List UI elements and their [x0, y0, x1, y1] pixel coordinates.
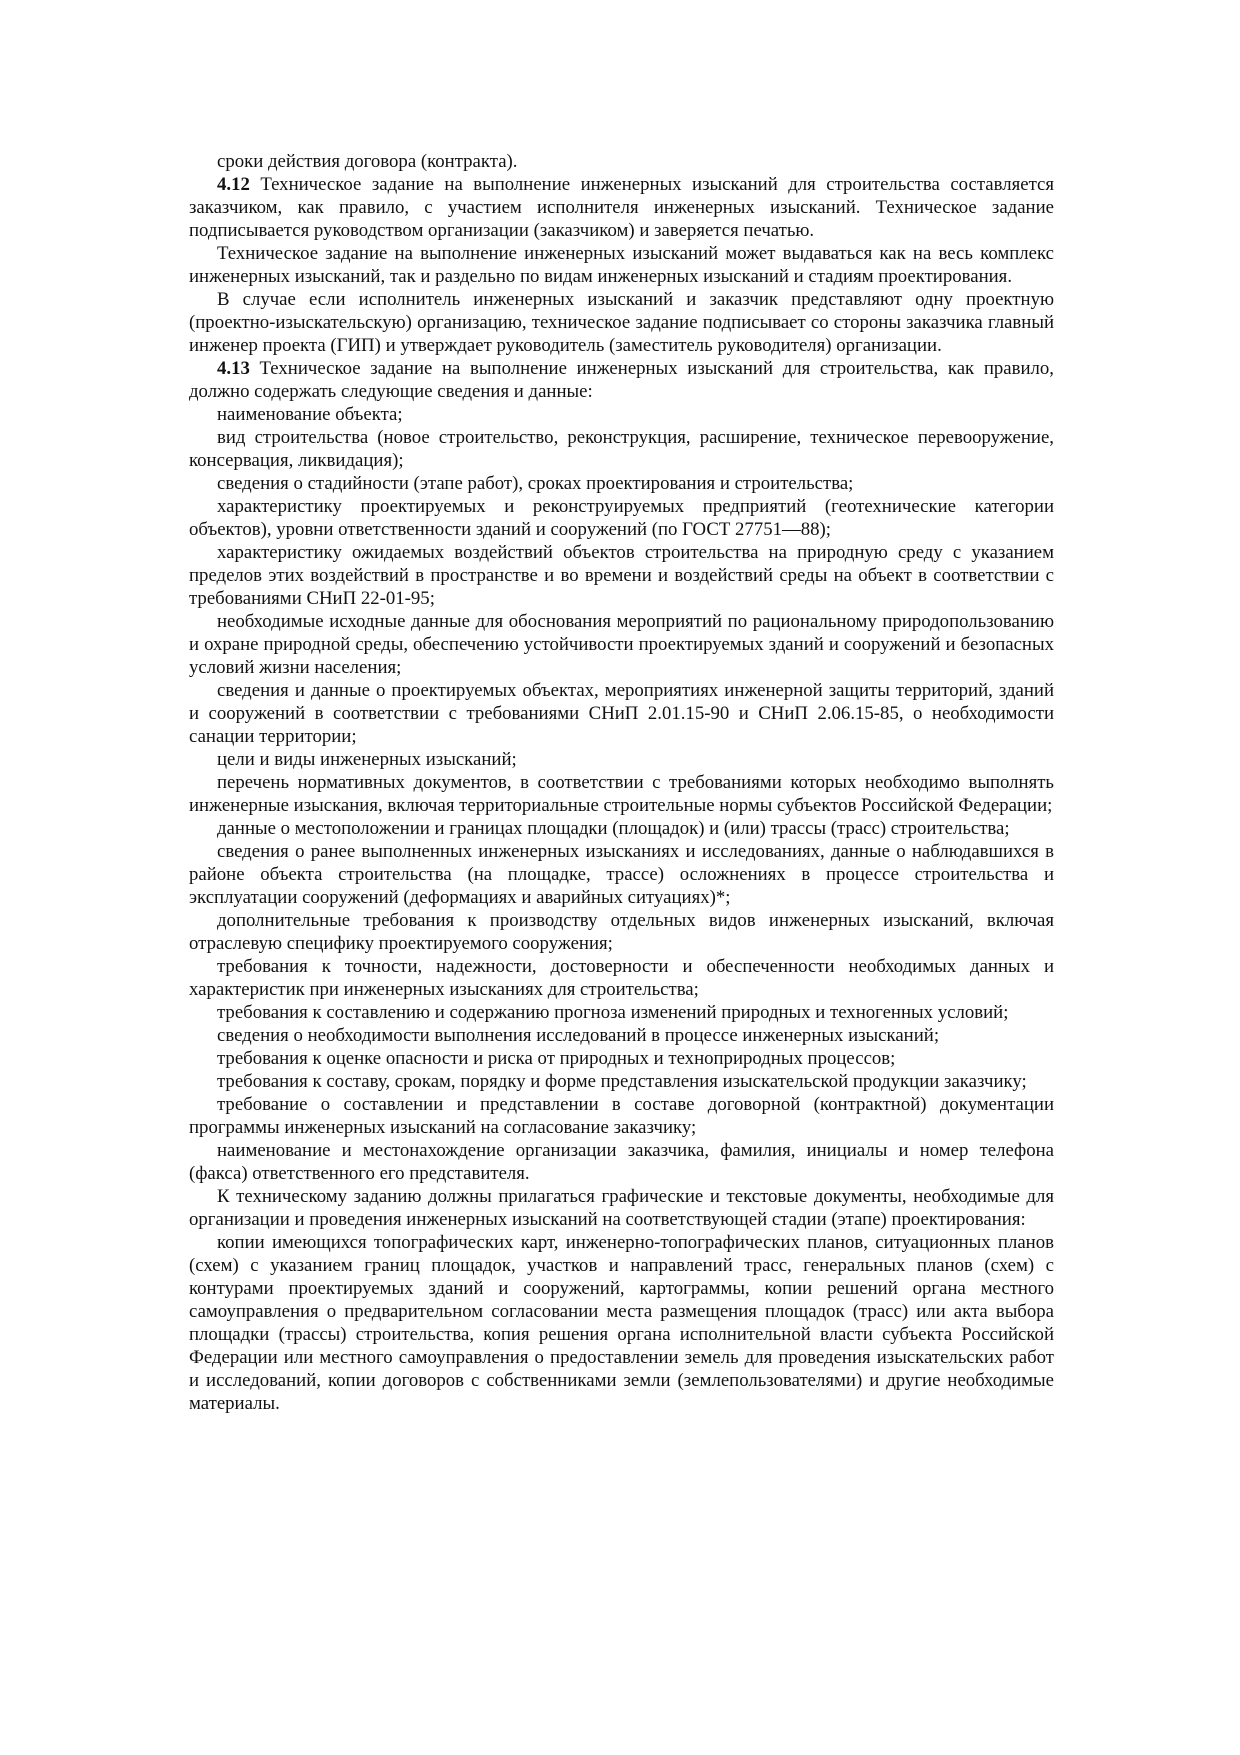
paragraph-text: характеристику ожидаемых воздействий объектов строительства на природную среду с указанием пределов этих воздействий в пространстве и во времени и воздействий среды на объект в соответствии с требованиями СНиП 22-01-95;: [189, 542, 1054, 609]
document-paragraph: [189, 1001, 1054, 1024]
paragraph-text: дополнительные требования к производству отдельных видов инженерных изысканий, включая отраслевую специфику проектируемого сооружения;: [189, 910, 1054, 954]
document-paragraph: [189, 1093, 1054, 1139]
document-paragraph: [189, 679, 1054, 748]
document-paragraph: [189, 909, 1054, 955]
paragraph-text: наименование и местонахождение организации заказчика, фамилия, инициалы и номер телефона (факса) ответственного его представителя.: [189, 1140, 1054, 1184]
clause-number: 4.13: [217, 358, 250, 379]
clause-number: 4.12: [217, 174, 250, 195]
document-paragraph: [189, 840, 1054, 909]
paragraph-text: Техническое задание на выполнение инженерных изысканий для строительства, как правило, должно содержать следующие сведения и данные:: [189, 358, 1054, 402]
document-paragraph: [189, 1070, 1054, 1093]
document-paragraph: [189, 288, 1054, 357]
document-paragraph: [189, 1047, 1054, 1070]
paragraph-text: сведения о необходимости выполнения исследований в процессе инженерных изысканий;: [217, 1025, 940, 1046]
paragraph-text: требования к составу, срокам, порядку и форме представления изыскательской продукции заказчику;: [217, 1071, 1027, 1092]
paragraph-text: характеристику проектируемых и реконструируемых предприятий (геотехнические категории объектов), уровни ответственности зданий и сооружений (по ГОСТ 27751—88);: [189, 496, 1054, 540]
paragraph-text: необходимые исходные данные для обоснования мероприятий по рациональному природопользованию и охране природной среды, обеспечению устойчивости проектируемых зданий и сооружений и безопасных условий жизни населения;: [189, 611, 1054, 678]
paragraph-text: Техническое задание на выполнение инженерных изысканий может выдаваться как на весь комплекс инженерных изысканий, так и раздельно по видам инженерных изысканий и стадиям проектирования.: [189, 243, 1054, 287]
document-paragraph: [189, 817, 1054, 840]
document-paragraph: [189, 1231, 1054, 1415]
document-paragraph: [189, 403, 1054, 426]
paragraph-text: цели и виды инженерных изысканий;: [217, 749, 517, 770]
paragraph-text: К техническому заданию должны прилагаться графические и текстовые документы, необходимые для организации и проведения инженерных изысканий на соответствующей стадии (этапе) проектирования:: [189, 1186, 1054, 1230]
document-body: [189, 150, 1054, 1415]
document-paragraph: [189, 1185, 1054, 1231]
paragraph-text: требование о составлении и представлении в составе договорной (контрактной) документации программы инженерных изысканий на согласование заказчику;: [189, 1094, 1054, 1138]
paragraph-text: требования к составлению и содержанию прогноза изменений природных и техногенных условий;: [217, 1002, 1009, 1023]
paragraph-text: вид строительства (новое строительство, реконструкция, расширение, техническое перевооружение, консервация, ликвидация);: [189, 427, 1054, 471]
paragraph-text: сведения о ранее выполненных инженерных изысканиях и исследованиях, данные о наблюдавшихся в районе объекта строительства (на площадке, трассе) осложнениях в процессе строительства и эксплуатации сооружений (деформациях и аварийных ситуациях)*;: [189, 841, 1054, 908]
paragraph-text: копии имеющихся топографических карт, инженерно-топографических планов, ситуационных планов (схем) с указанием границ площадок, участков и направлений трасс, генеральных планов (схем) с контурами проектируемых зданий и сооружений, картограммы, копии решений органа местного самоуправления о предварительном согласовании места размещения площадок (трасс) или акта выбора площадки (трассы) строительства, копия решения органа исполнительной власти субъекта Российской Федерации или местного самоуправления о предоставлении земель для проведения изыскательских работ и исследований, копии договоров с собственниками земли (землепользователями) и другие необходимые материалы.: [189, 1232, 1054, 1414]
paragraph-text: сведения о стадийности (этапе работ), сроках проектирования и строительства;: [217, 473, 854, 494]
document-paragraph: [189, 610, 1054, 679]
paragraph-text: сведения и данные о проектируемых объектах, мероприятиях инженерной защиты территорий, зданий и сооружений в соответствии с требованиями СНиП 2.01.15-90 и СНиП 2.06.15-85, о необходимости санации территории;: [189, 680, 1054, 747]
document-paragraph: [189, 173, 1054, 242]
document-paragraph: [189, 748, 1054, 771]
document-paragraph: [189, 150, 1054, 173]
document-paragraph: [189, 541, 1054, 610]
document-paragraph: [189, 357, 1054, 403]
document-paragraph: [189, 426, 1054, 472]
document-paragraph: [189, 771, 1054, 817]
paragraph-text: данные о местоположении и границах площадки (площадок) и (или) трассы (трасс) строительства;: [217, 818, 1010, 839]
paragraph-text: В случае если исполнитель инженерных изысканий и заказчик представляют одну проектную (проектно-изыскательскую) организацию, техническое задание подписывает со стороны заказчика главный инженер проекта (ГИП) и утверждает руководитель (заместитель руководителя) организации.: [189, 289, 1054, 356]
document-paragraph: [189, 472, 1054, 495]
document-paragraph: [189, 1139, 1054, 1185]
document-paragraph: [189, 955, 1054, 1001]
document-paragraph: [189, 1024, 1054, 1047]
paragraph-text: Техническое задание на выполнение инженерных изысканий для строительства составляется заказчиком, как правило, с участием исполнителя инженерных изысканий. Техническое задание подписывается руководством организации (заказчиком) и заверяется печатью.: [189, 174, 1054, 241]
paragraph-text: перечень нормативных документов, в соответствии с требованиями которых необходимо выполнять инженерные изыскания, включая территориальные строительные нормы субъектов Российской Федерации;: [189, 772, 1054, 816]
paragraph-text: сроки действия договора (контракта).: [217, 151, 518, 172]
document-paragraph: [189, 242, 1054, 288]
paragraph-text: наименование объекта;: [217, 404, 403, 425]
paragraph-text: требования к точности, надежности, достоверности и обеспеченности необходимых данных и характеристик при инженерных изысканиях для строительства;: [189, 956, 1054, 1000]
document-paragraph: [189, 495, 1054, 541]
paragraph-text: требования к оценке опасности и риска от природных и техноприродных процессов;: [217, 1048, 896, 1069]
